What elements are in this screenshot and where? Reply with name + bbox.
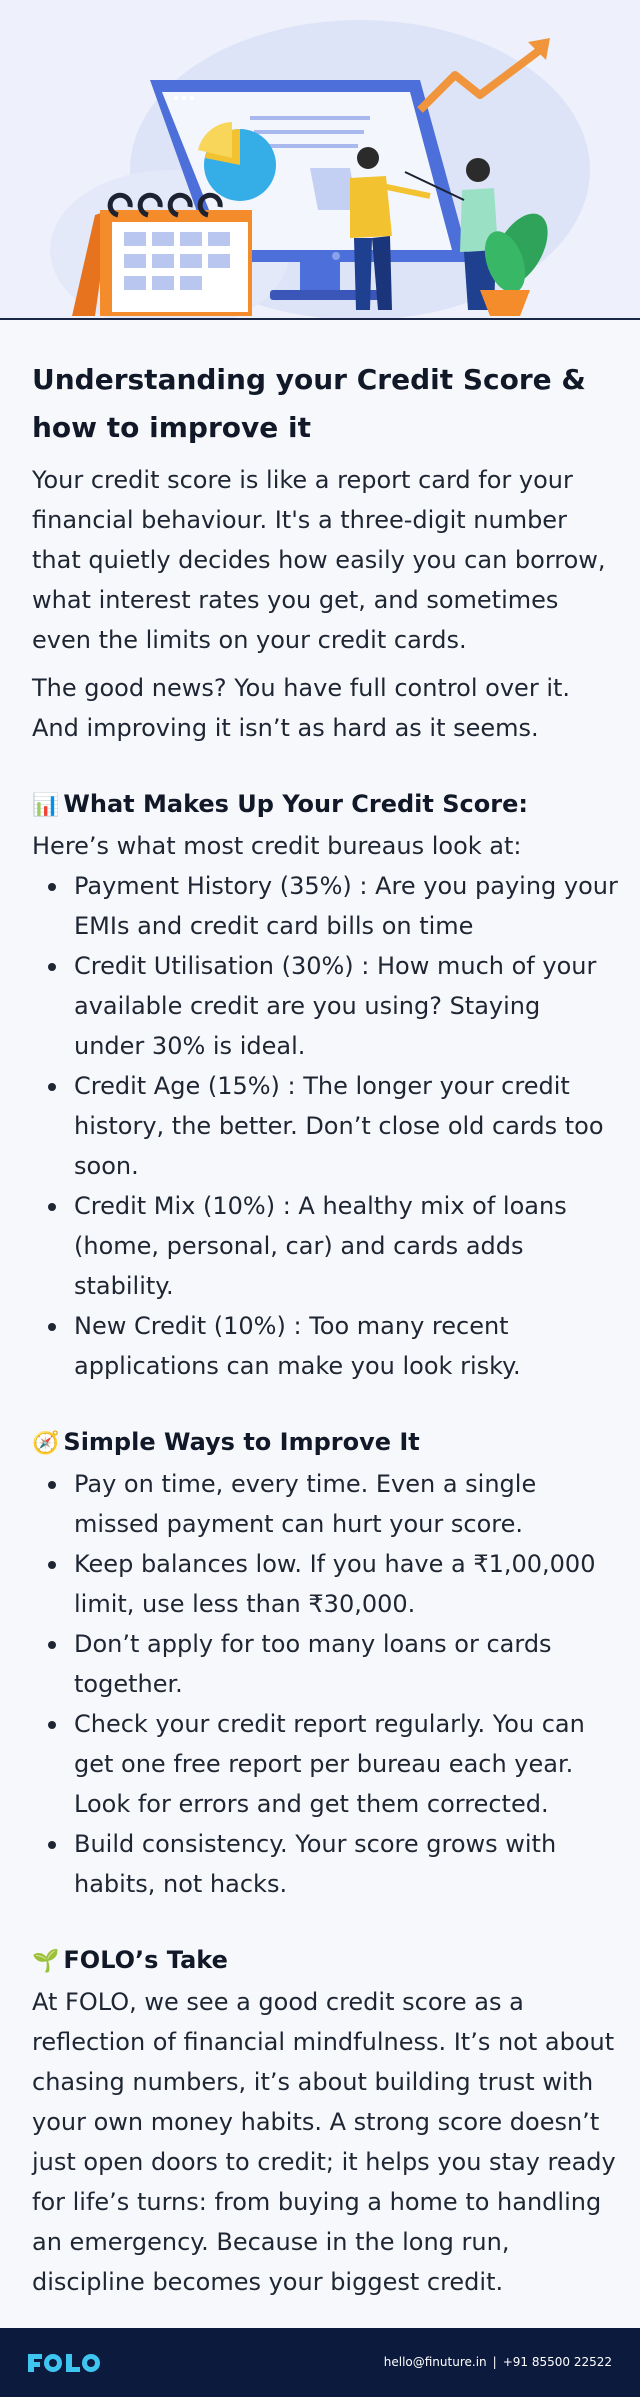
section-heading-text: Simple Ways to Improve It [63,1428,420,1456]
list-item: Credit Mix (10%) : A healthy mix of loans (home, personal, car) and cards adds stability. [32,1186,618,1306]
phone-link[interactable]: +91 85500 22522 [502,2355,612,2369]
list-item: Don’t apply for too many loans or cards together. [32,1624,618,1704]
folo-logo[interactable] [26,2350,102,2380]
list-item: Payment History (35%) : Are you paying your EMIs and credit card bills on time [32,866,618,946]
footer-contact [384,2352,612,2372]
seedling-icon: 🌱 [32,1949,60,1974]
hero-illustration [0,0,640,320]
article-title: Understanding your Credit Score & how to improve it [32,363,586,444]
folo-logo-icon [26,2350,102,2376]
list-item: Pay on time, every time. Even a single missed payment can hurt your score. [32,1464,618,1544]
list-item: Check your credit report regularly. You can get one free report per bureau each year. Look for errors and get them corrected. [32,1704,618,1824]
improvement-tips-list [32,1464,618,1904]
list-item: Credit Utilisation (30%) : How much of your available credit are you using? Staying under 30% is ideal. [32,946,618,1066]
list-item: Credit Age (15%) : The longer your credit history, the better. Don’t close old cards too soon. [32,1066,618,1186]
separator: | [492,2355,497,2369]
list-item: New Credit (10%) : Too many recent applications can make you look risky. [32,1306,618,1386]
compass-icon: 🧭 [32,1431,60,1456]
section-heading-text: FOLO’s Take [63,1946,228,1974]
section-heading [32,1422,618,1464]
section-heading [32,784,618,826]
credit-score-illustration [0,0,640,320]
list-item: Build consistency. Your score grows with habits, not hacks. [32,1824,618,1904]
list-item: Keep balances low. If you have a ₹1,00,000 limit, use less than ₹30,000. [32,1544,618,1624]
credit-factors-list [32,866,618,1386]
intro-paragraph: The good news? You have full control over it. And improving it isn’t as hard as it seems. [32,674,571,742]
intro-paragraph: Your credit score is like a report card for your financial behaviour. It's a three-digit number that quietly decides how easily you can borrow, what interest rates you get, and sometimes even the limits on your credit cards. [32,466,606,654]
article [32,356,618,2302]
section-lead: Here’s what most credit bureaus look at: [32,832,522,860]
section-heading-text: What Makes Up Your Credit Score: [63,790,528,818]
logo-text: FOLO [26,2350,29,2351]
folo-take-paragraph: At FOLO, we see a good credit score as a reflection of financial mindfulness. It’s not about chasing numbers, it’s about building trust with your own money habits. A strong score doesn’t just open doors to credit; it helps you stay ready for life’s turns: from buying a home to handling an emergency. Because in the long run, discipline becomes your biggest credit. [32,1988,616,2296]
section-heading [32,1940,618,1982]
bar-chart-icon: 📊 [32,793,60,818]
email-link[interactable]: hello@finuture.in [383,2355,487,2369]
footer [0,2328,640,2397]
